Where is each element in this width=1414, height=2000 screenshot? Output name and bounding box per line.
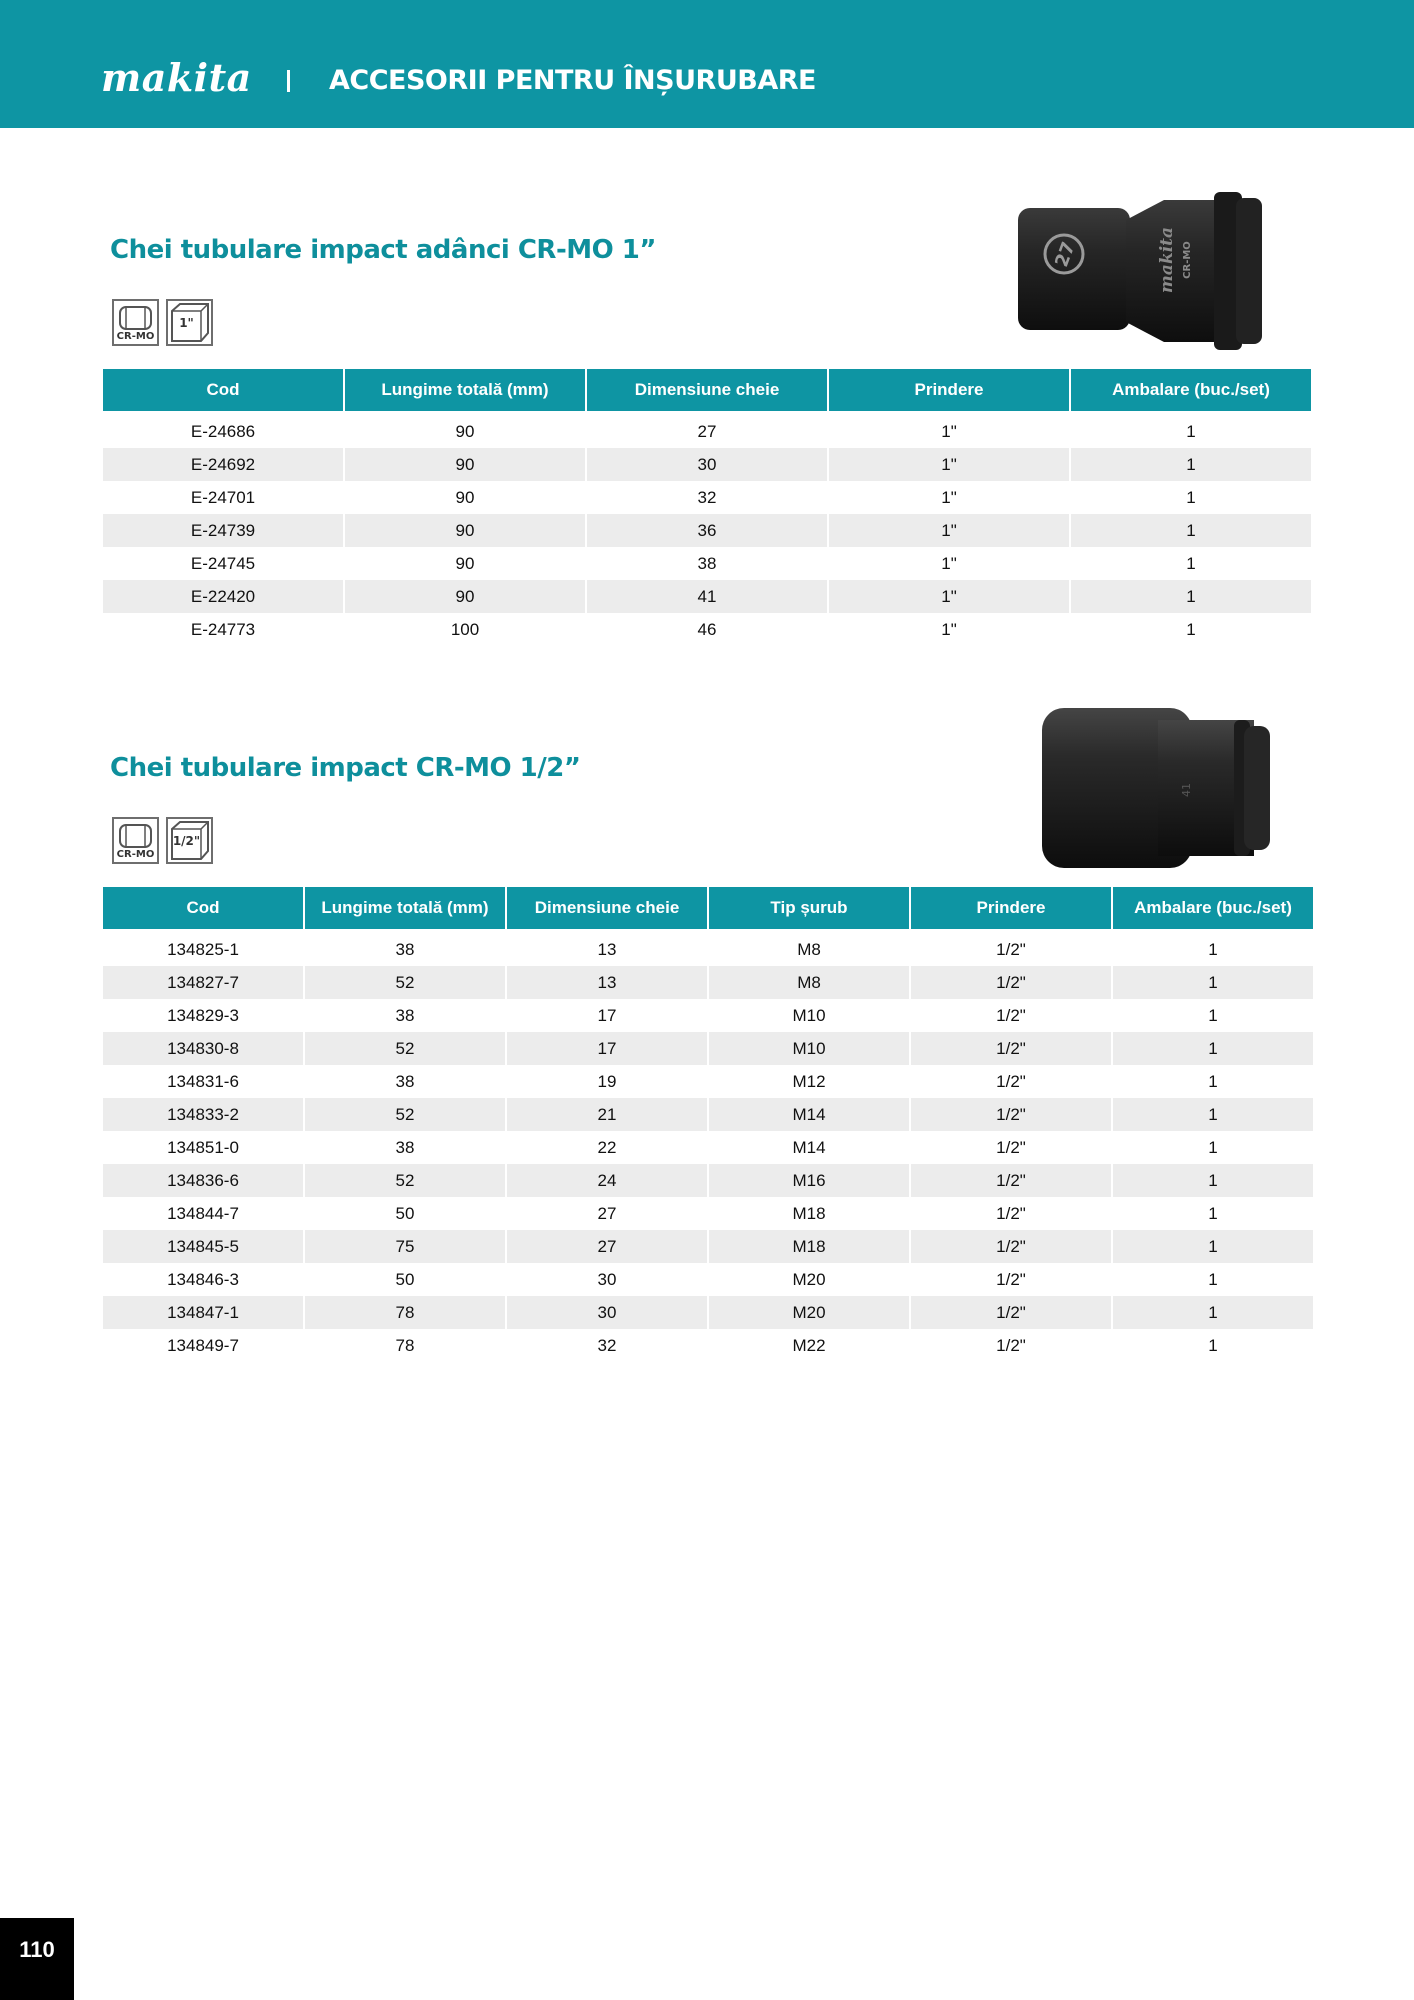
table-row <box>103 613 1311 646</box>
table-cell: 1" <box>941 421 957 441</box>
table-cell: 1/2" <box>911 1032 1111 1065</box>
table-cell: E-24701 <box>190 487 256 507</box>
page-header <box>0 0 1414 128</box>
table-cell: 134844-7 <box>167 1203 239 1223</box>
table-cell: 1 <box>1113 1032 1313 1065</box>
table-cell: 36 <box>587 514 827 547</box>
table-cell: 1 <box>1186 487 1196 507</box>
table-cell: 17 <box>507 1032 707 1065</box>
table-cell: 1/2" <box>996 1269 1026 1289</box>
table-cell: 1 <box>1208 1335 1218 1355</box>
table-cell: 134825-1 <box>167 939 239 959</box>
table-cell: E-24745 <box>190 553 256 573</box>
column-header: Tip șurub <box>709 887 909 933</box>
table-cell: 50 <box>395 1269 415 1289</box>
table-row <box>103 514 1311 547</box>
column-header: Lungime totală (mm) <box>305 887 505 933</box>
table-cell: 134851-0 <box>167 1137 239 1157</box>
table-row <box>103 1197 1313 1230</box>
table-cell: 1/2" <box>911 1164 1111 1197</box>
table-cell: 78 <box>395 1335 415 1355</box>
table-cell: 38 <box>395 939 415 959</box>
table-cell: E-24739 <box>103 514 343 547</box>
table-cell: 22 <box>597 1137 617 1157</box>
table-row <box>103 966 1313 999</box>
svg-text:41: 41 <box>1180 783 1193 797</box>
drive-size-badge <box>166 299 213 346</box>
table-row <box>103 1131 1313 1164</box>
table-cell: 1 <box>1208 1269 1218 1289</box>
table-cell: 32 <box>597 1335 617 1355</box>
table-cell: 1 <box>1208 1203 1218 1223</box>
table-row <box>103 448 1311 481</box>
table-cell: 27 <box>507 1230 707 1263</box>
table-cell: 1" <box>941 487 957 507</box>
table-cell: 1/2" <box>996 1203 1026 1223</box>
column-header: Lungime totală (mm) <box>345 369 585 415</box>
table-cell: 1 <box>1113 1164 1313 1197</box>
table-header-row <box>103 369 1311 415</box>
table-cell: M20 <box>792 1269 826 1289</box>
table-row <box>103 1164 1313 1197</box>
table-cell: 41 <box>587 580 827 613</box>
svg-text:CR-MO: CR-MO <box>1182 241 1193 279</box>
table-cell: M8 <box>797 939 821 959</box>
table-cell: E-24692 <box>103 448 343 481</box>
table-cell: 1 <box>1208 1071 1218 1091</box>
badge-label: 1/2" <box>172 834 201 848</box>
table-cell: 30 <box>507 1296 707 1329</box>
table-row <box>103 547 1311 580</box>
table-header-row <box>103 887 1313 933</box>
table-cell: 1" <box>941 553 957 573</box>
table-cell: 134827-7 <box>103 966 303 999</box>
table-cell: 90 <box>455 487 475 507</box>
table-cell: 1" <box>829 514 1069 547</box>
table-cell: 134833-2 <box>103 1098 303 1131</box>
table-cell: M12 <box>792 1071 826 1091</box>
table-cell: 32 <box>697 487 717 507</box>
table-row <box>103 481 1311 514</box>
table-row <box>103 1296 1313 1329</box>
table-cell: 134829-3 <box>167 1005 239 1025</box>
table-cell: 1" <box>829 580 1069 613</box>
table-cell: 13 <box>507 966 707 999</box>
column-header: Cod <box>103 369 343 415</box>
table-cell: 90 <box>455 553 475 573</box>
table-cell: E-24773 <box>190 619 256 639</box>
section-2-title: Chei tubulare impact CR-MO 1/2” <box>110 753 581 783</box>
table-cell: 134836-6 <box>103 1164 303 1197</box>
cr-mo-material-badge <box>112 817 159 864</box>
table-cell: 27 <box>597 1203 617 1223</box>
table-row <box>103 1098 1313 1131</box>
table-cell: E-22420 <box>103 580 343 613</box>
section-1-table <box>101 369 1313 646</box>
table-cell: 52 <box>305 1098 505 1131</box>
table-cell: M14 <box>792 1137 826 1157</box>
table-cell: 30 <box>587 448 827 481</box>
column-header: Prindere <box>829 369 1069 415</box>
table-cell: 1/2" <box>996 939 1026 959</box>
table-cell: 27 <box>697 421 717 441</box>
table-cell: 17 <box>597 1005 617 1025</box>
table-cell: 52 <box>305 1032 505 1065</box>
table-cell: 1/2" <box>996 1005 1026 1025</box>
table-cell: 19 <box>597 1071 617 1091</box>
table-cell: 1/2" <box>996 1071 1026 1091</box>
table-cell: 50 <box>395 1203 415 1223</box>
table-row <box>103 1230 1313 1263</box>
table-cell: M20 <box>709 1296 909 1329</box>
table-cell: M10 <box>792 1005 826 1025</box>
badge-label: 1" <box>179 316 194 330</box>
table-row <box>103 1263 1313 1296</box>
table-cell: 134847-1 <box>103 1296 303 1329</box>
column-header: Dimensiune cheie <box>507 887 707 933</box>
column-header: Dimensiune cheie <box>587 369 827 415</box>
table-cell: 30 <box>597 1269 617 1289</box>
table-cell: M16 <box>709 1164 909 1197</box>
table-cell: 134831-6 <box>167 1071 239 1091</box>
table-cell: 38 <box>395 1137 415 1157</box>
table-cell: 1 <box>1113 1098 1313 1131</box>
column-header: Prindere <box>911 887 1111 933</box>
table-cell: 78 <box>305 1296 505 1329</box>
table-cell: 1 <box>1071 580 1311 613</box>
table-cell: 1/2" <box>911 966 1111 999</box>
table-row <box>103 1329 1313 1362</box>
column-header: Cod <box>103 887 303 933</box>
table-cell: 134846-3 <box>167 1269 239 1289</box>
table-cell: 52 <box>305 966 505 999</box>
table-row <box>103 415 1311 448</box>
table-cell: 1 <box>1186 421 1196 441</box>
table-cell: 1/2" <box>911 1230 1111 1263</box>
table-cell: 1 <box>1208 1137 1218 1157</box>
table-cell: 24 <box>507 1164 707 1197</box>
table-cell: 46 <box>697 619 717 639</box>
impact-socket-image <box>1038 706 1276 870</box>
table-cell: M14 <box>709 1098 909 1131</box>
table-cell: 1" <box>829 448 1069 481</box>
deep-impact-socket-image <box>1014 188 1274 354</box>
socket-outline-icon <box>114 819 157 851</box>
table-cell: 38 <box>395 1071 415 1091</box>
table-cell: 52 <box>305 1164 505 1197</box>
table-cell: 38 <box>395 1005 415 1025</box>
header-title: ACCESORII PENTRU ÎNȘURUBARE <box>329 65 816 96</box>
table-cell: 1 <box>1186 553 1196 573</box>
table-cell: 1/2" <box>996 1137 1026 1157</box>
table-cell: 21 <box>507 1098 707 1131</box>
socket-size-marking: 27 <box>1051 239 1080 270</box>
table-cell: 1" <box>941 619 957 639</box>
table-cell: 13 <box>597 939 617 959</box>
makita-logo: makita <box>101 55 252 100</box>
table-cell: 134845-5 <box>103 1230 303 1263</box>
header-divider <box>287 70 290 92</box>
table-cell: 1 <box>1071 514 1311 547</box>
table-cell: 90 <box>455 421 475 441</box>
table-cell: M18 <box>792 1203 826 1223</box>
column-header: Ambalare (buc./set) <box>1071 369 1311 415</box>
table-cell: 1/2" <box>911 1296 1111 1329</box>
table-cell: 38 <box>697 553 717 573</box>
page-number: 110 <box>0 1918 74 2000</box>
table-cell: 1 <box>1071 448 1311 481</box>
table-cell: M18 <box>709 1230 909 1263</box>
table-cell: E-24686 <box>190 421 256 441</box>
badge-label: CR-MO <box>116 331 155 342</box>
table-cell: 100 <box>450 619 480 639</box>
table-row <box>103 580 1311 613</box>
table-row <box>103 933 1313 966</box>
table-row <box>103 1032 1313 1065</box>
table-cell: 1 <box>1113 1230 1313 1263</box>
table-cell: 1/2" <box>996 1335 1026 1355</box>
table-cell: 90 <box>345 514 585 547</box>
column-header: Ambalare (buc./set) <box>1113 887 1313 933</box>
table-cell: 1 <box>1113 1296 1313 1329</box>
table-cell: 134830-8 <box>103 1032 303 1065</box>
socket-outline-icon <box>114 301 157 333</box>
table-cell: 1 <box>1208 1005 1218 1025</box>
section-2-table <box>101 887 1315 1362</box>
table-cell: M22 <box>792 1335 826 1355</box>
table-cell: 1 <box>1186 619 1196 639</box>
table-cell: 134849-7 <box>167 1335 239 1355</box>
table-cell: 1 <box>1208 939 1218 959</box>
drive-size-badge <box>166 817 213 864</box>
section-1-title: Chei tubulare impact adânci CR-MO 1” <box>110 235 656 265</box>
table-row <box>103 999 1313 1032</box>
table-cell: 1/2" <box>911 1098 1111 1131</box>
table-cell: 75 <box>305 1230 505 1263</box>
svg-text:makita: makita <box>1157 226 1177 294</box>
table-cell: M10 <box>709 1032 909 1065</box>
table-cell: 90 <box>345 580 585 613</box>
table-cell: 1 <box>1113 966 1313 999</box>
table-cell: M8 <box>709 966 909 999</box>
table-row <box>103 1065 1313 1098</box>
badge-label: CR-MO <box>116 849 155 860</box>
table-cell: 90 <box>345 448 585 481</box>
cr-mo-material-badge <box>112 299 159 346</box>
